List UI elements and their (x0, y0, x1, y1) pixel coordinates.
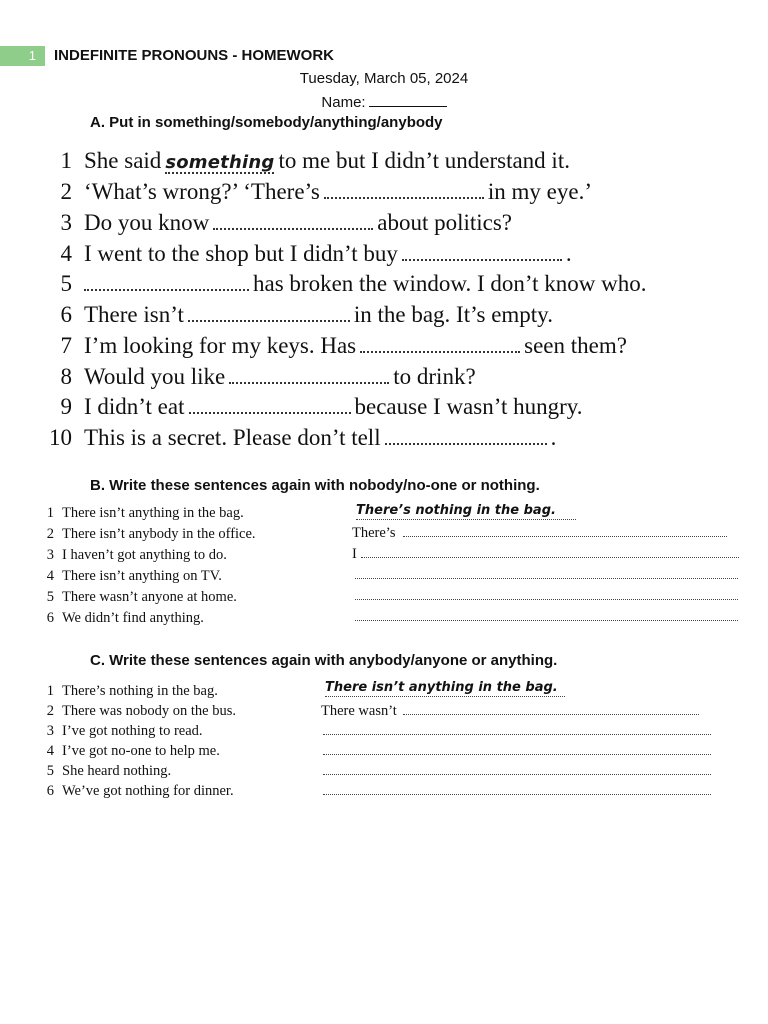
exercise-a-row (38, 177, 738, 207)
exercise-c-sentence (40, 681, 218, 702)
row-after-text: has broken the window. I don’t know who. (253, 271, 647, 296)
answer-blank[interactable] (189, 412, 351, 414)
exercise-c-sentence (40, 741, 220, 762)
answer-line[interactable] (355, 599, 738, 600)
answer-line[interactable] (403, 536, 727, 537)
exercise-a-row (38, 269, 738, 299)
name-label: Name: (321, 94, 366, 111)
row-number: 3 (60, 210, 72, 235)
row-number: 4 (46, 568, 54, 584)
row-number: 5 (46, 589, 54, 605)
name-field (0, 92, 768, 111)
answer-line[interactable] (355, 578, 738, 579)
exercise-b-answer[interactable] (355, 565, 738, 586)
answer-blank[interactable] (213, 228, 373, 230)
row-after-text: about politics? (377, 210, 513, 235)
row-before-text: I’m looking for my keys. Has (84, 333, 357, 358)
exercise-c-answer[interactable] (323, 721, 711, 742)
exercise-b-sentence (40, 503, 244, 524)
exercise-a-row (38, 300, 738, 330)
row-number: 6 (46, 783, 54, 799)
original-sentence: She heard nothing. (62, 763, 172, 779)
row-number: 4 (60, 241, 72, 266)
answer-blank[interactable] (324, 197, 484, 199)
row-after-text: in the bag. It’s empty. (353, 302, 553, 327)
exercise-b-answer[interactable] (352, 523, 727, 544)
row-after-text: . (565, 241, 572, 266)
answer-line[interactable] (323, 774, 711, 775)
original-sentence: We didn’t find anything. (62, 610, 204, 626)
section-b-heading: B. Write these sentences again with nobody/no-one or nothing. (90, 477, 540, 494)
original-sentence: There’s nothing in the bag. (62, 683, 218, 699)
row-before-text: She said (84, 148, 162, 173)
exercise-b-sentence (40, 524, 256, 545)
row-number: 2 (60, 179, 72, 204)
original-sentence: We’ve got nothing for dinner. (62, 783, 234, 799)
handwritten-answer[interactable]: There isn’t anything in the bag. (325, 680, 565, 697)
original-sentence: I haven’t got anything to do. (62, 547, 227, 563)
answer-line[interactable] (323, 734, 711, 735)
original-sentence: I’ve got nothing to read. (62, 723, 203, 739)
exercise-a-row (38, 392, 738, 422)
exercise-b-sentence (40, 608, 204, 629)
answer-blank[interactable] (360, 351, 520, 353)
row-before-text: Do you know (84, 210, 210, 235)
answer-line[interactable] (323, 794, 711, 795)
row-number: 3 (46, 723, 54, 739)
row-after-text: to me but I didn’t understand it. (278, 148, 570, 173)
original-sentence: I’ve got no-one to help me. (62, 743, 220, 759)
worksheet-title: INDEFINITE PRONOUNS - HOMEWORK (54, 47, 334, 64)
exercise-b-answer[interactable] (356, 500, 576, 521)
row-number: 6 (60, 302, 72, 327)
row-number: 6 (46, 610, 54, 626)
row-number: 4 (46, 743, 54, 759)
row-before-text: I didn’t eat (84, 394, 185, 419)
row-number: 2 (46, 703, 54, 719)
row-before-text: This is a secret. Please don’t tell (84, 425, 381, 450)
row-before-text: There isn’t (84, 302, 184, 327)
row-number: 7 (60, 333, 72, 358)
answer-prompt: There’s (352, 525, 396, 541)
answer-blank[interactable] (229, 382, 389, 384)
exercise-c-answer[interactable] (321, 701, 699, 722)
row-before-text: I went to the shop but I didn’t buy (84, 241, 398, 266)
row-number: 1 (46, 683, 54, 699)
row-number: 8 (60, 364, 72, 389)
answer-blank[interactable] (188, 320, 350, 322)
exercise-b-sentence (40, 545, 227, 566)
exercise-c-sentence (40, 761, 171, 782)
section-a-heading: A. Put in something/somebody/anything/anybody (90, 114, 443, 131)
exercise-a-row (38, 208, 738, 238)
original-sentence: There isn’t anything in the bag. (62, 505, 244, 521)
original-sentence: There wasn’t anyone at home. (62, 589, 237, 605)
row-after-text: seen them? (524, 333, 627, 358)
row-after-text: in my eye.’ (487, 179, 592, 204)
exercise-b-answer[interactable] (355, 586, 738, 607)
answer-line[interactable] (361, 557, 739, 558)
row-number: 2 (46, 526, 54, 542)
exercise-b-sentence (40, 566, 222, 587)
original-sentence: There was nobody on the bus. (62, 703, 236, 719)
answer-prompt: I (352, 546, 357, 562)
page-number: 1 (0, 46, 45, 66)
exercise-c-answer[interactable] (325, 677, 565, 698)
worksheet-date: Tuesday, March 05, 2024 (299, 70, 469, 87)
answer-prompt: There wasn’t (321, 703, 397, 719)
row-after-text: to drink? (393, 364, 476, 389)
row-number: 1 (60, 148, 72, 173)
row-number: 5 (46, 763, 54, 779)
answer-line[interactable] (355, 620, 738, 621)
original-sentence: There isn’t anything on TV. (62, 568, 222, 584)
section-c-heading: C. Write these sentences again with anybody/anyone or anything. (90, 652, 558, 669)
exercise-b-answer[interactable] (352, 544, 739, 565)
name-blank[interactable] (369, 92, 447, 107)
exercise-c-sentence (40, 721, 203, 742)
row-number: 9 (60, 394, 72, 419)
row-number: 10 (49, 425, 72, 450)
answer-line[interactable] (323, 754, 711, 755)
row-before-text: Would you like (84, 364, 226, 389)
exercise-c-sentence (40, 781, 234, 802)
exercise-a-row (38, 239, 738, 269)
exercise-b-sentence (40, 587, 237, 608)
answer-blank[interactable] (84, 289, 249, 291)
exercise-c-answer[interactable] (323, 761, 711, 782)
handwritten-answer[interactable]: There’s nothing in the bag. (356, 503, 576, 520)
exercise-c-answer[interactable] (323, 781, 711, 802)
row-before-text: ‘What’s wrong?’ ‘There’s (84, 179, 320, 204)
row-number: 5 (60, 271, 72, 296)
row-number: 1 (46, 505, 54, 521)
answer-blank[interactable] (402, 259, 562, 261)
exercise-a-row (38, 146, 738, 176)
handwritten-answer[interactable]: something (165, 152, 275, 173)
row-after-text: . (550, 425, 557, 450)
answer-blank[interactable] (385, 443, 547, 445)
exercise-a-row (38, 331, 738, 361)
row-number: 3 (46, 547, 54, 563)
exercise-c-sentence (40, 701, 236, 722)
answer-line[interactable] (403, 714, 699, 715)
original-sentence: There isn’t anybody in the office. (62, 526, 256, 542)
exercise-a-row (38, 423, 738, 453)
exercise-a-row (38, 362, 738, 392)
row-after-text: because I wasn’t hungry. (354, 394, 583, 419)
exercise-b-answer[interactable] (355, 607, 738, 628)
exercise-c-answer[interactable] (323, 741, 711, 762)
